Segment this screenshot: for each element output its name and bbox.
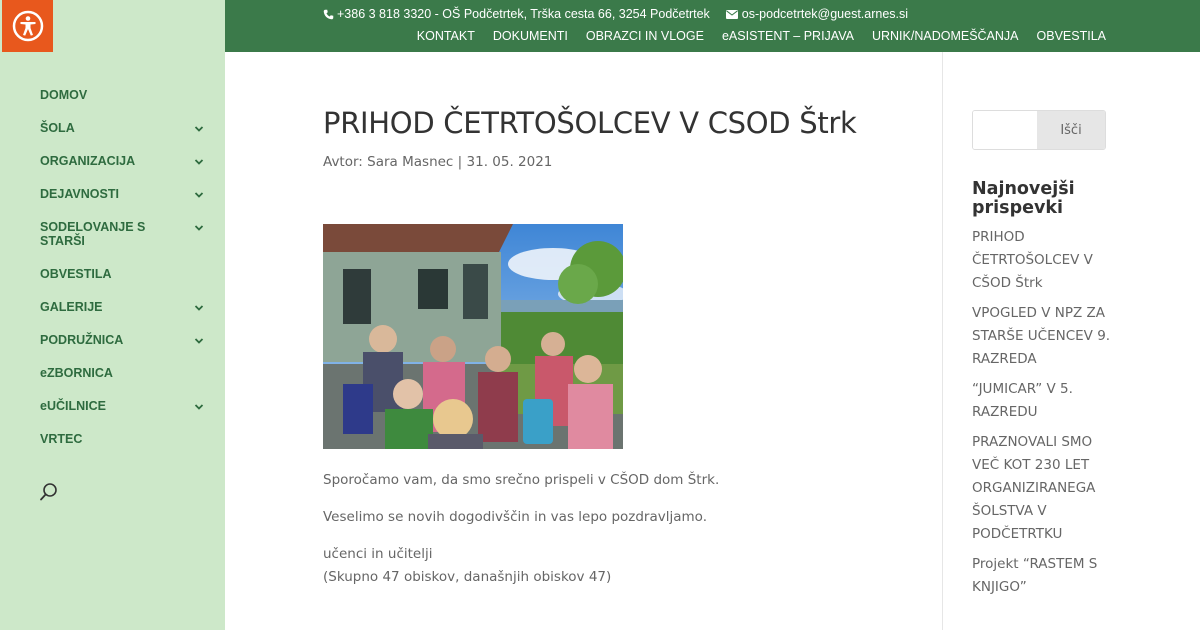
recent-post-item[interactable]: PRIHOD ČETRTOŠOLCEV V CŠOD Štrk (972, 229, 1093, 291)
post-photo (323, 224, 623, 449)
recent-post-item[interactable]: Projekt “RASTEM S KNJIGO” (972, 556, 1098, 595)
phone-icon (323, 9, 334, 20)
chevron-down-icon[interactable] (193, 302, 205, 314)
search-input[interactable] (973, 111, 1037, 149)
topnav-obrazci[interactable]: OBRAZCI IN VLOGE (585, 29, 704, 43)
post-views: (Skupno 47 obiskov, današnjih obiskov 47) (323, 569, 612, 585)
post-paragraph-2: Veselimo se novih dogodivščin in vas lepo pozdravljamo. (323, 509, 707, 525)
sidebar-item-label: DEJAVNOSTI (40, 187, 119, 201)
topnav-easistent[interactable]: eASISTENT – PRIJAVA (721, 29, 854, 43)
sidebar-item-label: SODELOVANJE S STARŠI (40, 220, 146, 248)
sidebar-item-domov[interactable] (40, 88, 205, 102)
sidebar-search-form (972, 110, 1106, 150)
contact-address: +386 3 818 3320 - OŠ Podčetrtek, Trška cesta 66, 3254 Podčetrtek (337, 7, 710, 21)
left-sidebar (0, 0, 225, 630)
sidebar-item-galerije[interactable] (40, 300, 205, 314)
sidebar-item-label: OBVESTILA (40, 267, 112, 281)
meta-separator: | (457, 154, 463, 170)
recent-post-item[interactable]: VPOGLED V NPZ ZA STARŠE UČENCEV 9. RAZREDA (972, 305, 1111, 367)
content-divider (942, 52, 943, 630)
post-date: 31. 05. 2021 (466, 154, 553, 170)
sidebar-item-eučilnice[interactable] (40, 399, 205, 413)
recent-posts-title: Najnovejši prispevki (972, 179, 1075, 218)
contact-email[interactable]: os-podcetrtek@guest.arnes.si (741, 7, 909, 21)
post-meta (323, 154, 552, 170)
post-paragraph-1: Sporočamo vam, da smo srečno prispeli v CŠOD dom Štrk. (323, 472, 720, 488)
meta-prefix: Avtor: (323, 154, 363, 170)
sidebar-item-podružnica[interactable] (40, 333, 205, 347)
post-title: PRIHOD ČETRTOŠOLCEV V CSOD Štrk (323, 106, 857, 140)
sidebar-item-šola[interactable] (40, 121, 205, 135)
chevron-down-icon[interactable] (193, 189, 205, 201)
sidebar-item-label: GALERIJE (40, 300, 103, 314)
topnav-dokumenti[interactable]: DOKUMENTI (492, 29, 568, 43)
post-author[interactable]: Sara Masnec (367, 154, 454, 170)
contact-info (323, 7, 908, 21)
sidebar-item-label: ŠOLA (40, 121, 75, 135)
topnav-kontakt[interactable]: KONTAKT (416, 29, 475, 43)
sidebar-item-vrtec[interactable] (40, 432, 205, 446)
sidebar-item-label: DOMOV (40, 88, 88, 102)
sidebar-item-label: VRTEC (40, 432, 83, 446)
topnav-obvestila[interactable]: OBVESTILA (1036, 29, 1106, 43)
sidebar-item-sodelovanje-s-starši[interactable] (40, 220, 205, 248)
post-signature: učenci in učitelji (323, 546, 433, 562)
sidebar-item-ezbornica[interactable] (40, 366, 205, 380)
sidebar-item-obvestila[interactable] (40, 267, 205, 281)
chevron-down-icon[interactable] (193, 222, 205, 234)
recent-posts-list (972, 226, 1112, 606)
top-header-bar (225, 0, 1200, 52)
topnav-urnik[interactable]: URNIK/NADOMEŠČANJA (871, 29, 1019, 43)
recent-post-item[interactable]: PRAZNOVALI SMO VEČ KOT 230 LET ORGANIZIRANEGA ŠOLSTVA V PODČETRTKU (972, 434, 1096, 542)
sidebar-item-label: eZBORNICA (40, 366, 113, 380)
accessibility-button[interactable] (2, 0, 53, 52)
chevron-down-icon[interactable] (193, 401, 205, 413)
email-icon (726, 10, 738, 19)
top-nav (417, 29, 1106, 43)
sidebar-item-organizacija[interactable] (40, 154, 205, 168)
chevron-down-icon[interactable] (193, 335, 205, 347)
search-button[interactable]: Išči (1037, 111, 1105, 149)
chevron-down-icon[interactable] (193, 123, 205, 135)
sidebar-item-label: eUČILNICE (40, 399, 106, 413)
chevron-down-icon[interactable] (193, 156, 205, 168)
sidebar-item-dejavnosti[interactable] (40, 187, 205, 201)
accessibility-icon (12, 10, 44, 42)
search-icon[interactable] (39, 482, 59, 502)
recent-post-item[interactable]: “JUMICAR” V 5. RAZREDU (972, 381, 1073, 420)
sidebar-item-label: ORGANIZACIJA (40, 154, 136, 168)
sidebar-item-label: PODRUŽNICA (40, 333, 124, 347)
